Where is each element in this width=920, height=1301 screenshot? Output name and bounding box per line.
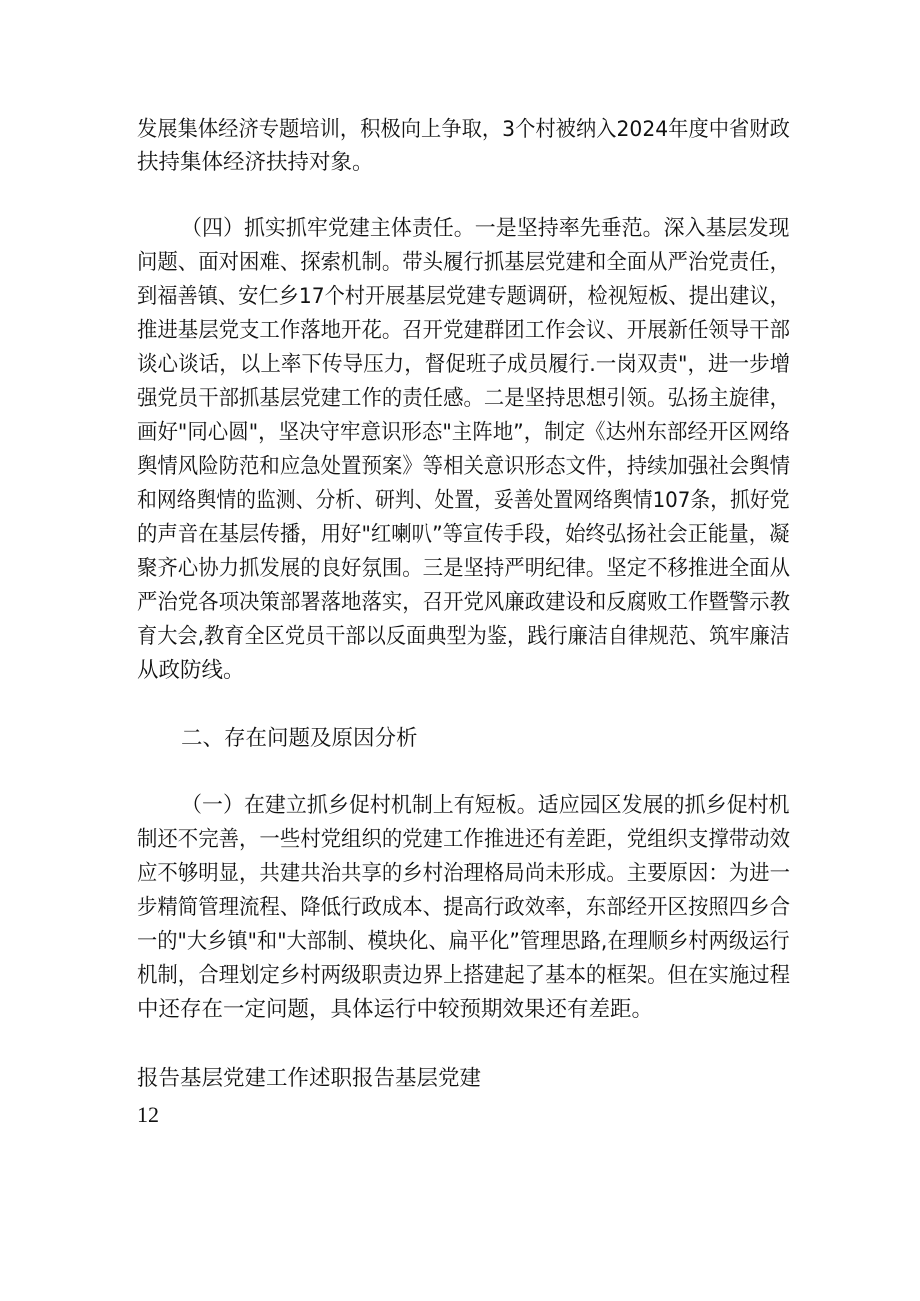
text-line: 强党员干部抓基层党建工作的责任感。二是坚持思想引领。弘扬主旋律，: [137, 386, 790, 411]
text-line: 的声音在基层传播，用好"红喇叭”等宣传手段，始终弘扬社会正能量，凝: [137, 522, 790, 547]
text-line: 严治党各项决策部署落地落实，召开党风廉政建设和反腐败工作暨警示教: [137, 590, 790, 615]
text-line: 聚齐心协力抓发展的良好氛围。三是坚持严明纪律。坚定不移推进全面从: [137, 556, 790, 581]
text-line: 步精简管理流程、降低行政成本、提高行政效率，东部经开区按照四乡合: [137, 895, 790, 920]
text-line: 机制，合理划定乡村两级职责边界上搭建起了基本的框架。但在实施过程: [137, 963, 790, 988]
section-heading-2: 二、存在问题及原因分析: [181, 726, 418, 751]
page-number: 12: [137, 1102, 159, 1127]
text-line: 从政防线。: [137, 658, 245, 683]
text-line: 舆情风险防范和应急处置预案》等相关意识形态文件，持续加强社会舆情: [137, 454, 790, 479]
text-line: 到福善镇、安仁乡17个村开展基层党建专题调研，检视短板、提出建议，: [137, 284, 790, 309]
text-line: 应不够明显，共建共治共享的乡村治理格局尚未形成。主要原因：为进一: [137, 861, 790, 886]
text-line: 一的"大乡镇"和"大部制、模块化、扁平化”管理思路,在理顺乡村两级运行: [137, 929, 790, 954]
subsection-heading-1: （一）在建立抓乡促村机制上有短板。适应园区发展的抓乡促村机: [181, 793, 790, 818]
text-line: 和网络舆情的监测、分析、研判、处置，妥善处置网络舆情107条，抓好党: [137, 488, 790, 513]
text-line: 育大会,教育全区党员干部以反面典型为鉴，践行廉洁自律规范、筑牢廉洁: [137, 624, 790, 649]
text-line: 制还不完善，一些村党组织的党建工作推进还有差距，党组织支撑带动效: [137, 827, 790, 852]
text-line: 画好"同心圆"，坚决守牢意识形态"主阵地”，制定《达州东部经开区网络: [137, 420, 790, 445]
text-line: 发展集体经济专题培训，积极向上争取，3个村被纳入2024年度中省财政: [137, 117, 790, 142]
section-heading-4: （四）抓实抓牢党建主体责任。一是坚持率先垂范。深入基层发现: [181, 216, 790, 241]
text-line: 中还存在一定问题，具体运行中较预期效果还有差距。: [137, 997, 654, 1022]
text-line: 扶持集体经济扶持对象。: [137, 150, 374, 175]
footer-caption: 报告基层党建工作述职报告基层党建: [137, 1066, 482, 1091]
text-line: 问题、面对困难、探索机制。带头履行抓基层党建和全面从严治党责任，: [137, 250, 790, 275]
text-line: 谈心谈话，以上率下传导压力，督促班子成员履行.一岗双责"，进一步增: [137, 352, 791, 377]
text-line: 推进基层党支工作落地开花。召开党建群团工作会议、开展新任领导干部: [137, 318, 790, 343]
